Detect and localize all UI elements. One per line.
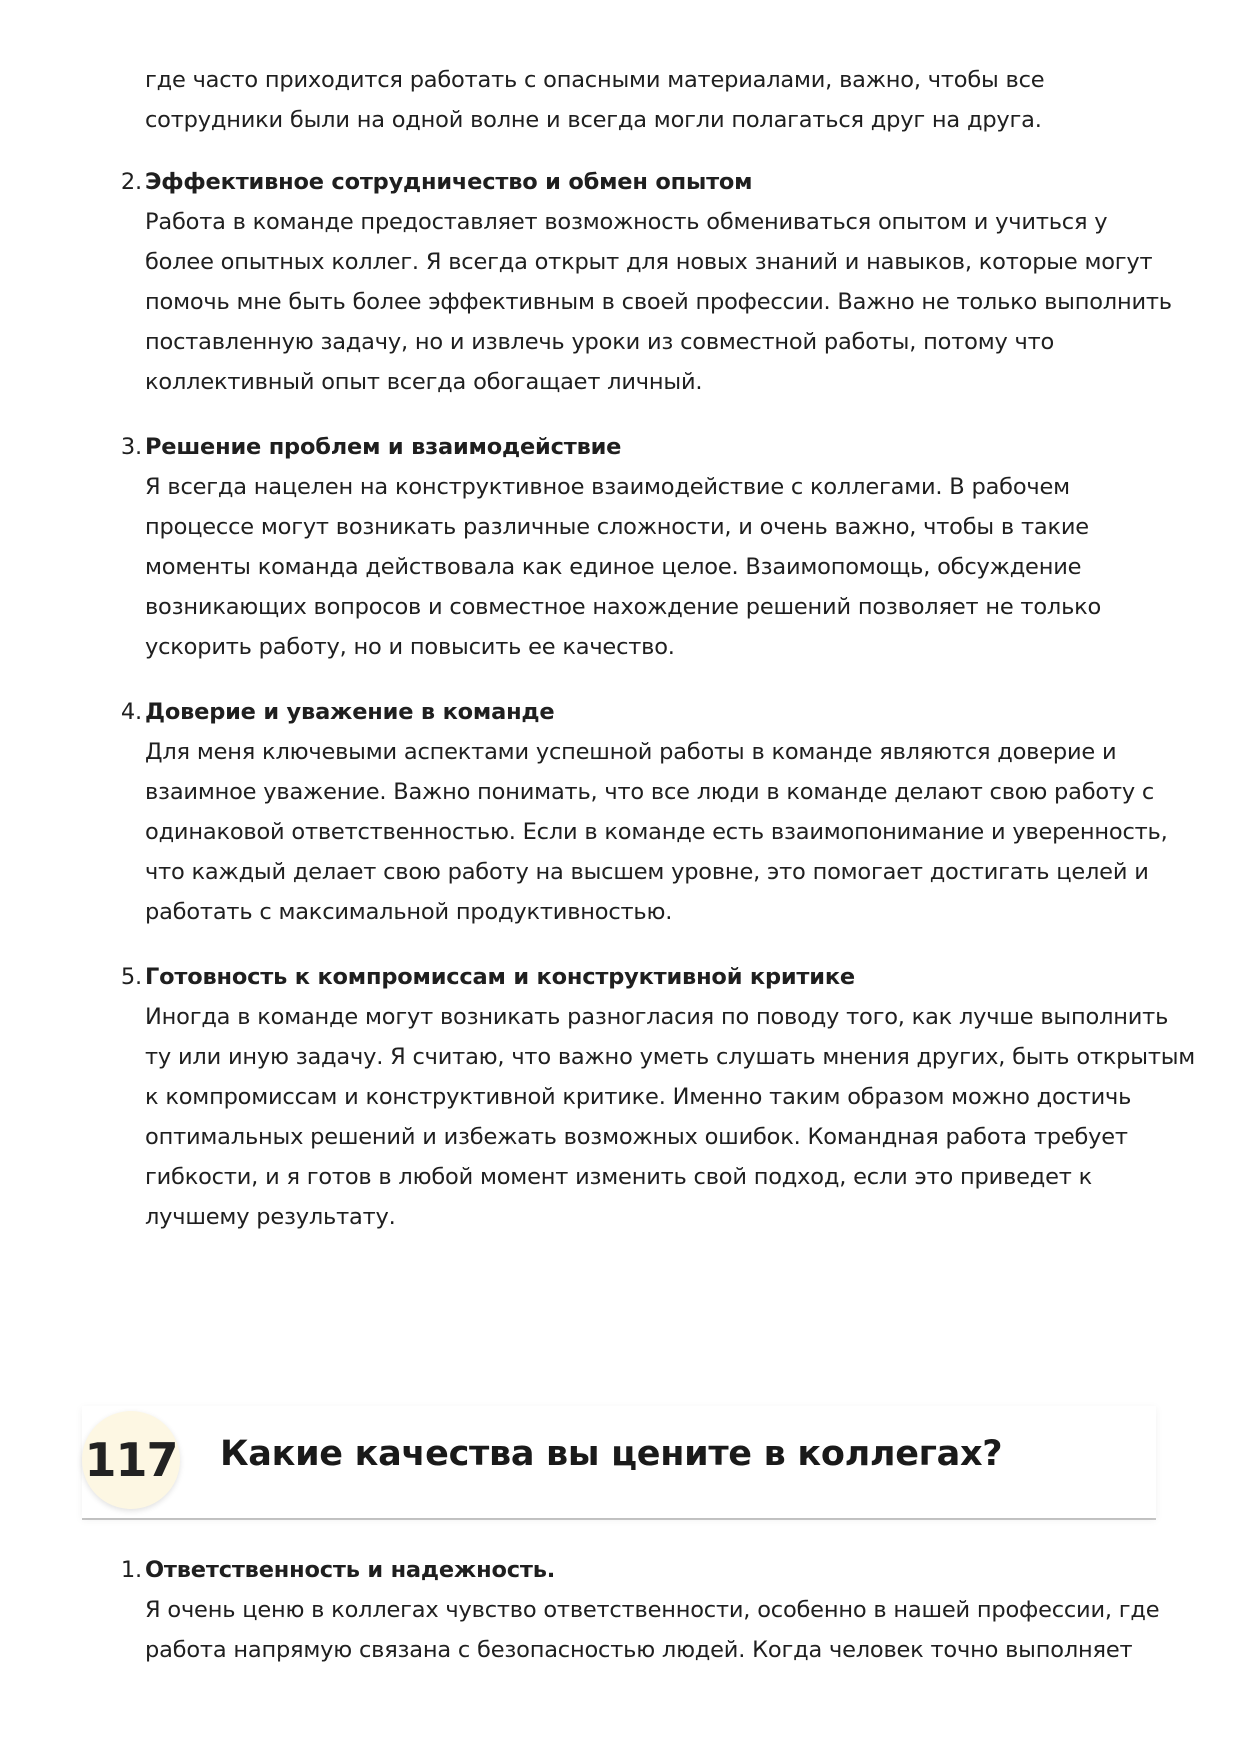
text-line: взаимное уважение. Важно понимать, что все люди в команде делают свою работу с (145, 779, 1155, 805)
list-item-number: 3. (120, 434, 142, 460)
section-header (82, 1406, 1156, 1520)
text-line: помочь мне быть более эффективным в своей профессии. Важно не только выполнить (145, 289, 1172, 315)
text-line: ускорить работу, но и повысить ее качество. (145, 634, 675, 660)
text-line: коллективный опыт всегда обогащает личный. (145, 369, 703, 395)
text-line: Я всегда нацелен на конструктивное взаимодействие с коллегами. В рабочем (145, 474, 1070, 500)
text-line: работа напрямую связана с безопасностью людей. Когда человек точно выполняет (145, 1637, 1133, 1663)
text-line: оптимальных решений и избежать возможных ошибок. Командная работа требует (145, 1124, 1128, 1150)
list-item (120, 692, 1168, 932)
text-line: моменты команда действовала как единое целое. Взаимопомощь, обсуждение (145, 554, 1082, 580)
list-item-number: 5. (120, 964, 142, 990)
text-line: к компромиссам и конструктивной критике. Именно таким образом можно достичь (145, 1084, 1132, 1110)
list-item-heading (120, 692, 1165, 732)
list-item-heading (120, 957, 1165, 997)
list-item-number: 4. (120, 699, 142, 725)
text-line: работать с максимальной продуктивностью. (145, 899, 673, 925)
list-item-title: Ответственность и надежность. (145, 1557, 556, 1583)
text-line: лучшему результату. (145, 1204, 396, 1230)
section-number-badge: 117 (82, 1411, 180, 1509)
text-line: Иногда в команде могут возникать разногласия по поводу того, как лучше выполнить (145, 1004, 1169, 1030)
text-line: ту или иную задачу. Я считаю, что важно уметь слушать мнения других, быть открытым (145, 1044, 1196, 1070)
list-item-title: Эффективное сотрудничество и обмен опытом (145, 169, 753, 195)
list-item (120, 427, 1165, 667)
list-item-body (145, 732, 1168, 932)
text-line: процессе могут возникать различные сложности, и очень важно, чтобы в такие (145, 514, 1089, 540)
list-item (120, 162, 1172, 402)
list-item-title: Решение проблем и взаимодействие (145, 434, 622, 460)
list-item (120, 1550, 1165, 1670)
text-line: гибкости, и я готов в любой момент изменить свой подход, если это приведет к (145, 1164, 1093, 1190)
list-item-heading (120, 162, 1165, 202)
text-line: Я очень ценю в коллегах чувство ответственности, особенно в нашей профессии, где (145, 1597, 1160, 1623)
list-item-body (145, 467, 1165, 667)
list-item-body (145, 997, 1196, 1237)
section-title: Какие качества вы цените в коллегах? (220, 1434, 1003, 1474)
text-line: где часто приходится работать с опасными материалами, важно, чтобы все (145, 67, 1045, 93)
list-item (120, 957, 1196, 1237)
text-line: сотрудники были на одной волне и всегда могли полагаться друг на друга. (145, 107, 1042, 133)
list-item-heading (120, 1550, 1165, 1590)
intro-continuation (145, 60, 1165, 140)
text-line: Работа в команде предоставляет возможность обмениваться опытом и учиться у (145, 209, 1108, 235)
list-item-number: 2. (120, 169, 142, 195)
text-line: возникающих вопросов и совместное нахождение решений позволяет не только (145, 594, 1102, 620)
text-line: поставленную задачу, но и извлечь уроки из совместной работы, потому что (145, 329, 1055, 355)
list-item-title: Доверие и уважение в команде (145, 699, 555, 725)
text-line: Для меня ключевыми аспектами успешной работы в команде являются доверие и (145, 739, 1117, 765)
list-item-body (145, 1590, 1165, 1670)
text-line: что каждый делает свою работу на высшем уровне, это помогает достигать целей и (145, 859, 1149, 885)
text-line: более опытных коллег. Я всегда открыт для новых знаний и навыков, которые могут (145, 249, 1153, 275)
list-item-title: Готовность к компромиссам и конструктивной критике (145, 964, 855, 990)
list-item-number: 1. (120, 1557, 142, 1583)
list-item-heading (120, 427, 1165, 467)
text-line: одинаковой ответственностью. Если в команде есть взаимопонимание и уверенность, (145, 819, 1168, 845)
list-item-body (145, 202, 1172, 402)
